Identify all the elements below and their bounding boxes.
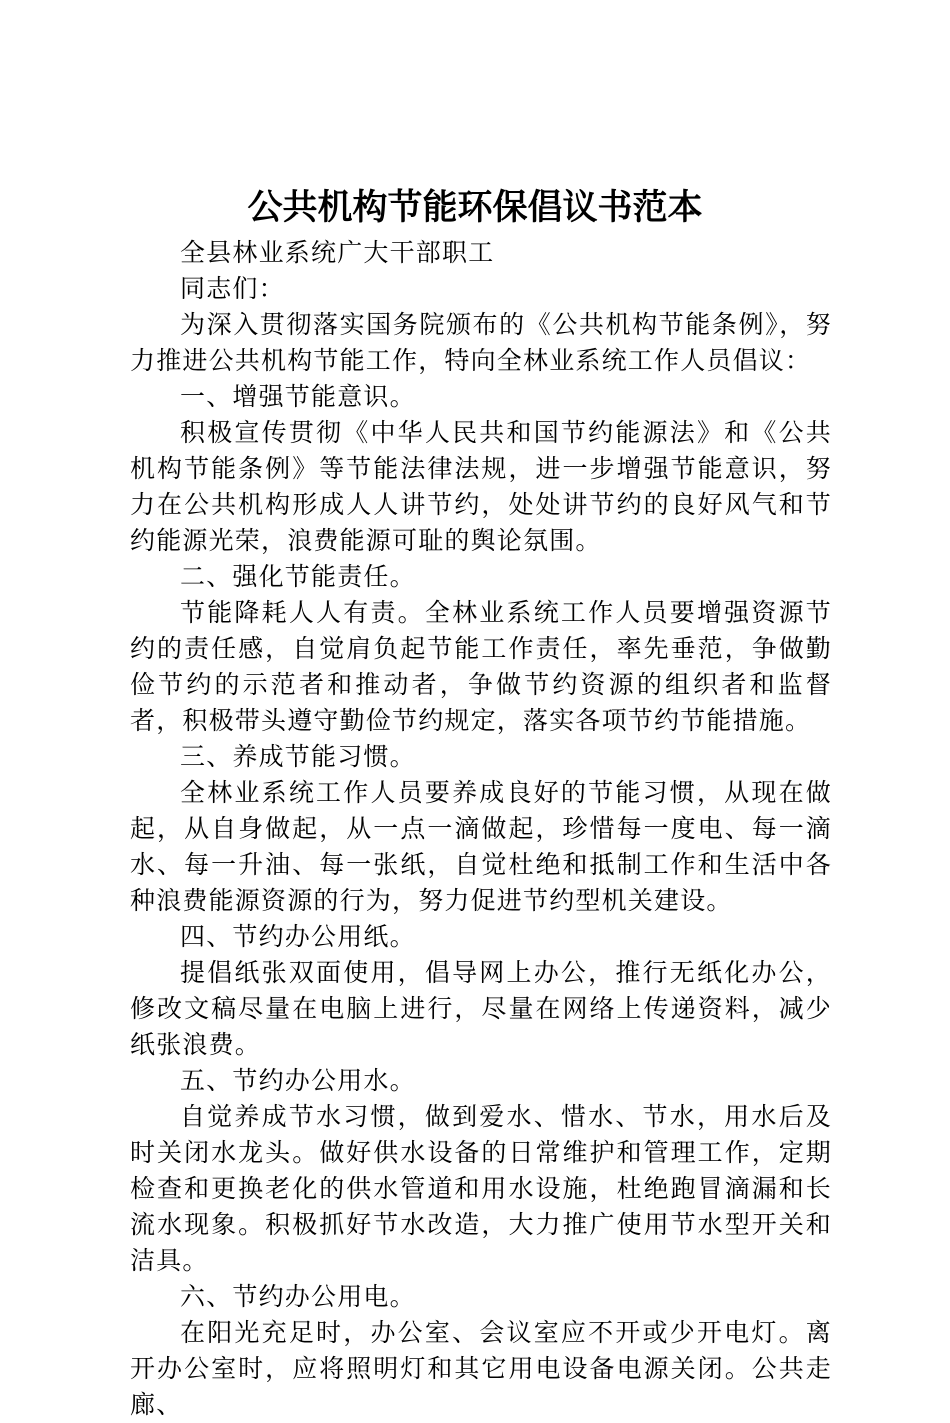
document-body [130,235,832,1423]
intro-paragraph: 为深入贯彻落实国务院颁布的《公共机构节能条例》，努力推进公共机构节能工作，特向全林业系统工作人员倡议： [130,310,832,375]
section-paragraph-1: 积极宣传贯彻《中华人民共和国节约能源法》和《公共机构节能条例》等节能法律法规，进一步增强节能意识，努力在公共机构形成人人讲节约，处处讲节约的良好风气和节约能源光荣，浪费能源可耻的舆论氛围。 [130,418,832,555]
section-heading-1: 一、增强节能意识。 [180,382,416,411]
section-heading-2: 二、强化节能责任。 [180,562,416,591]
document-title: 公共机构节能环保倡议书范本 [247,188,703,228]
section-paragraph-6: 在阳光充足时，办公室、会议室应不开或少开电灯。离开办公室时，应将照明灯和其它用电设备电源关闭。公共走廊、 [130,1318,832,1419]
section-paragraph-4: 提倡纸张双面使用，倡导网上办公，推行无纸化办公，修改文稿尽量在电脑上进行，尽量在网络上传递资料，减少纸张浪费。 [130,958,832,1059]
section-heading-4: 四、节约办公用纸。 [180,922,416,951]
salutation-recipients: 全县林业系统广大干部职工 [180,238,495,267]
section-paragraph-2: 节能降耗人人有责。全林业系统工作人员要增强资源节约的责任感，自觉肩负起节能工作责任，率先垂范，争做勤俭节约的示范者和推动者，争做节约资源的组织者和监督者，积极带头遵守勤俭节约规定，落实各项节约节能措施。 [130,598,832,735]
section-heading-3: 三、养成节能习惯。 [180,742,416,771]
salutation-greeting: 同志们： [180,274,285,303]
section-heading-5: 五、节约办公用水。 [180,1066,416,1095]
section-paragraph-5: 自觉养成节水习惯，做到爱水、惜水、节水，用水后及时关闭水龙头。做好供水设备的日常维护和管理工作，定期检查和更换老化的供水管道和用水设施，杜绝跑冒滴漏和长流水现象。积极抓好节水改造，大力推广使用节水型开关和洁具。 [130,1102,832,1275]
section-heading-6: 六、节约办公用电。 [180,1282,416,1311]
section-paragraph-3: 全林业系统工作人员要养成良好的节能习惯，从现在做起，从自身做起，从一点一滴做起，珍惜每一度电、每一滴水、每一升油、每一张纸，自觉杜绝和抵制工作和生活中各种浪费能源资源的行为，努力促进节约型机关建设。 [130,778,832,915]
